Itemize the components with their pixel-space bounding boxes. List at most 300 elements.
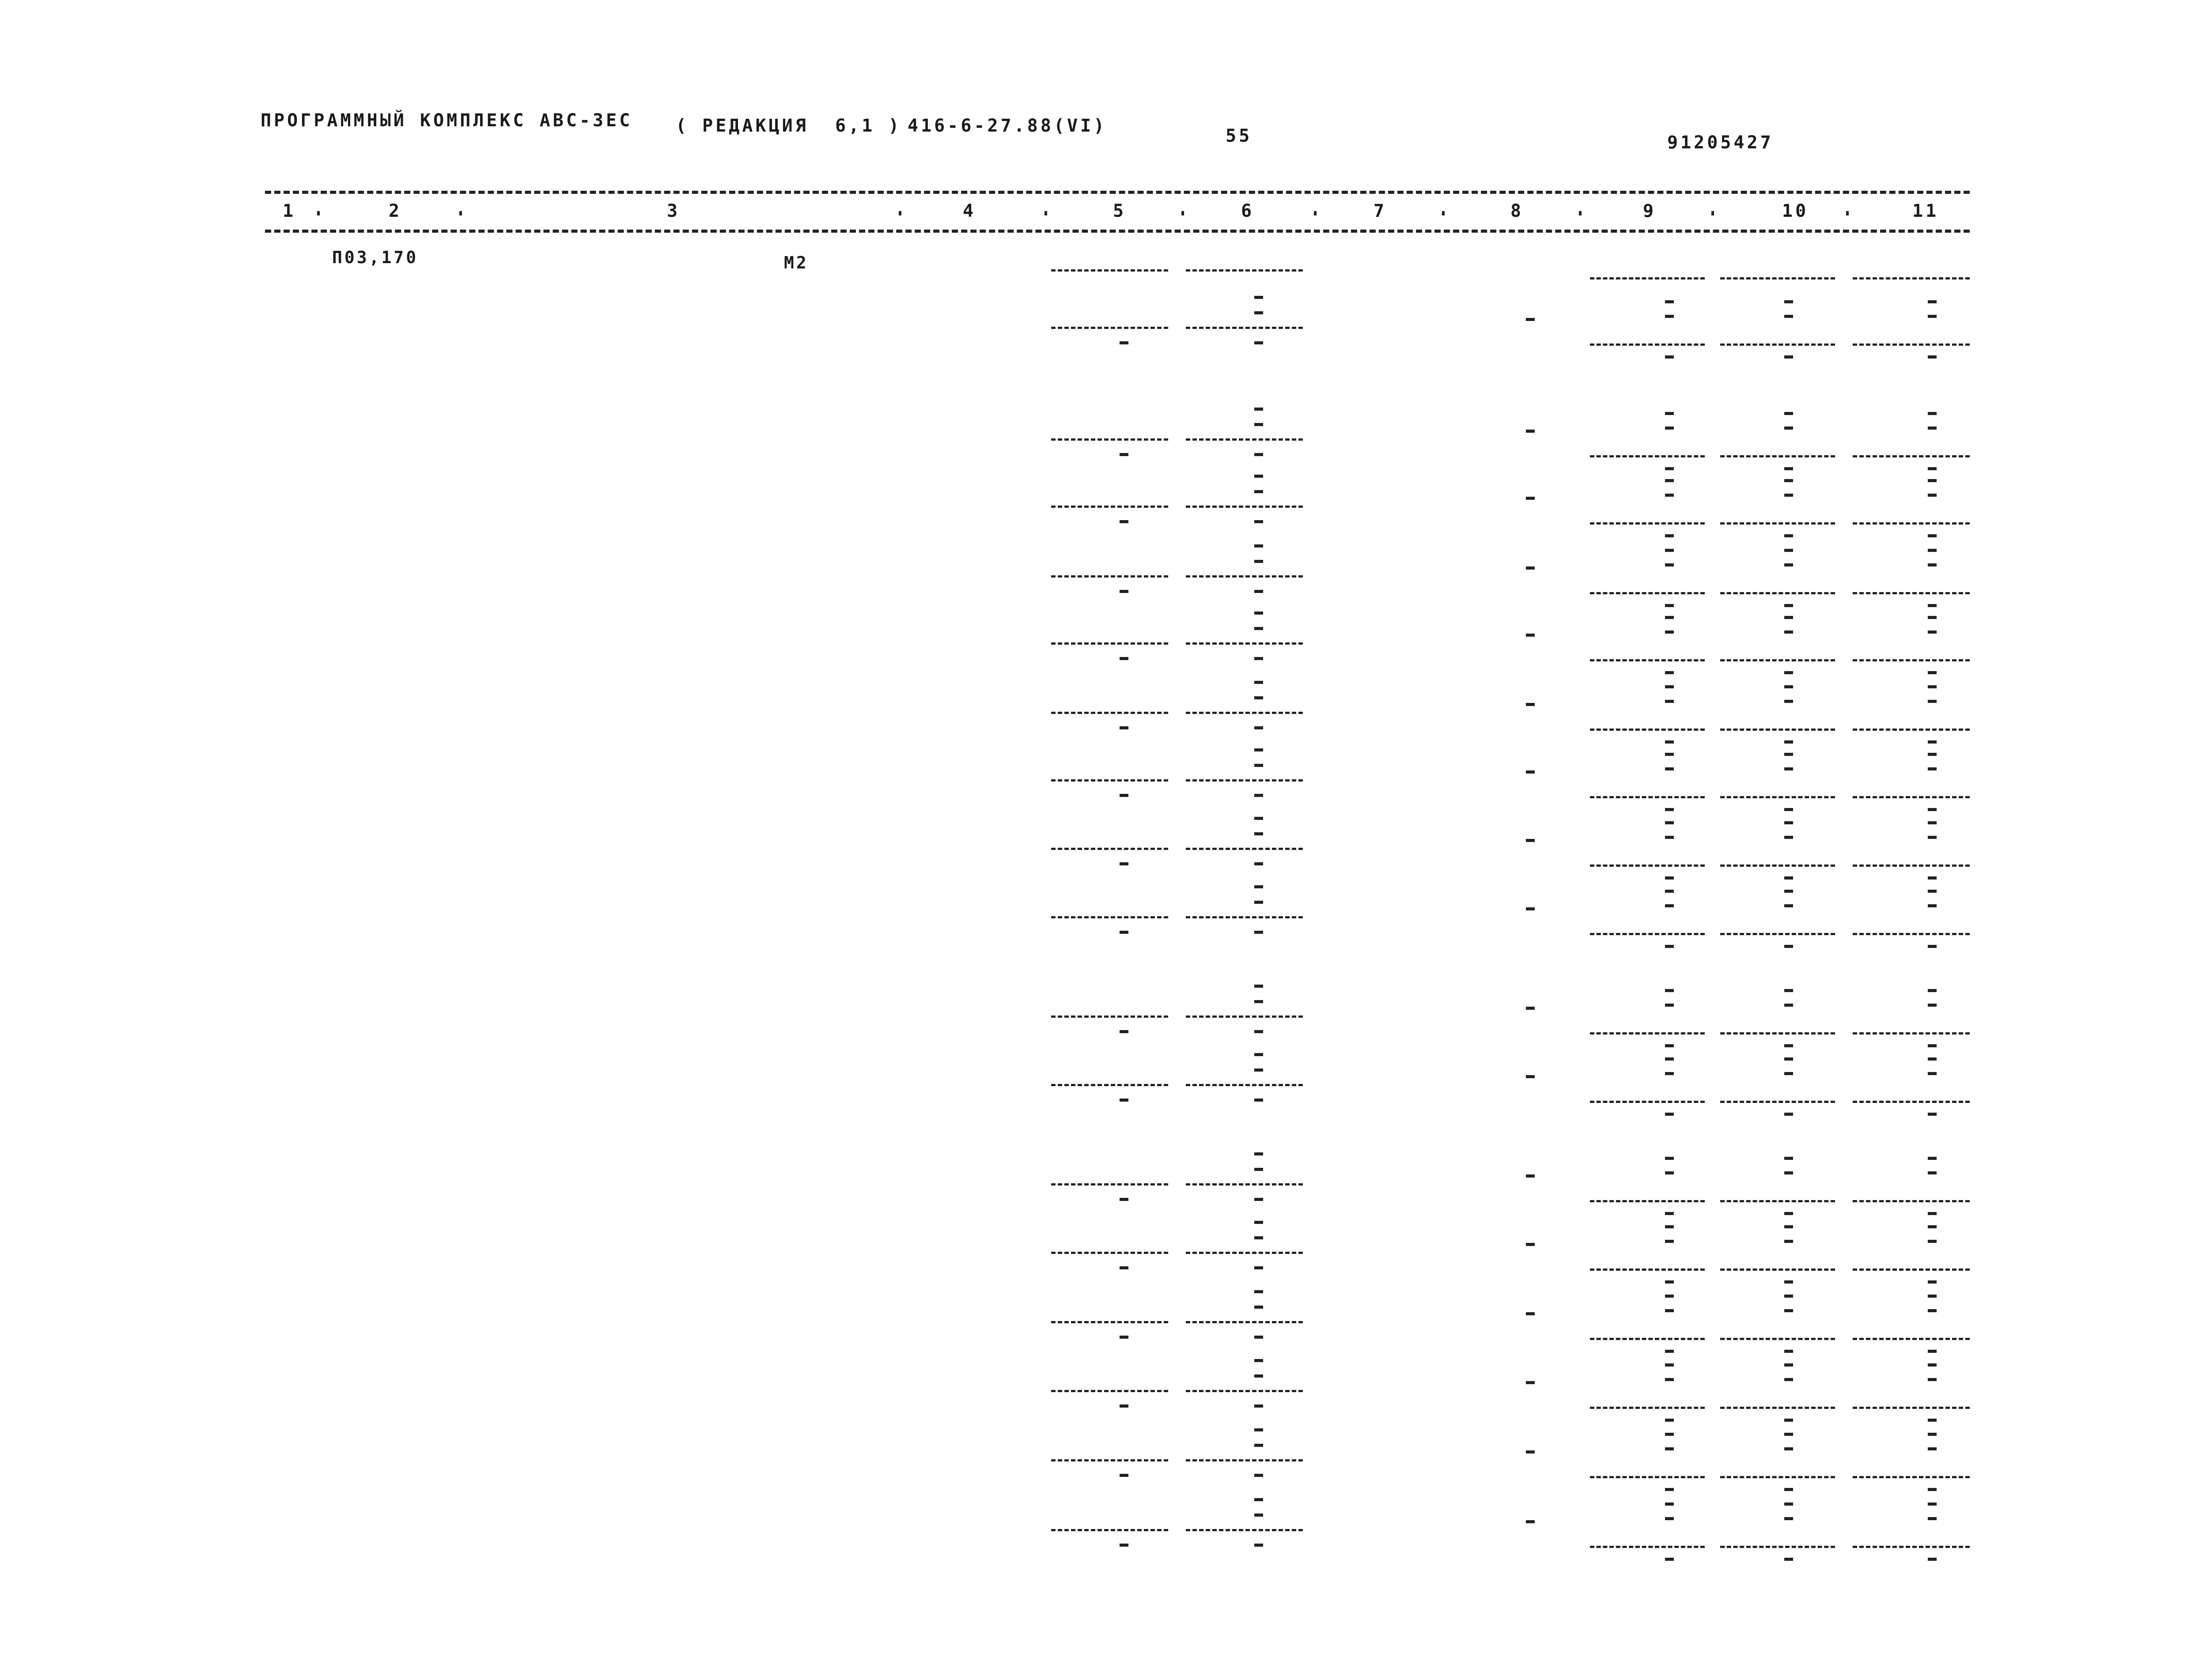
row-rule xyxy=(1853,1101,1970,1103)
row-rule xyxy=(1720,1476,1835,1478)
empty-cell-dash xyxy=(1665,355,1674,359)
row-rule xyxy=(1853,455,1970,457)
row-rule xyxy=(1720,1338,1835,1340)
empty-cell-dash xyxy=(1928,876,1937,880)
row-rule xyxy=(1186,327,1303,329)
empty-cell-dash xyxy=(1928,604,1937,607)
row-rule xyxy=(1720,933,1835,935)
empty-cell-dash xyxy=(1526,634,1535,637)
empty-cell-dash xyxy=(1665,671,1674,674)
row-rule xyxy=(1853,1032,1970,1034)
empty-cell-dash xyxy=(1665,1503,1674,1506)
row-rule xyxy=(1720,455,1835,457)
edition-label: ( РЕДАКЦИЯ 6,1 ) xyxy=(676,116,902,136)
row-rule xyxy=(1590,522,1705,525)
empty-cell-dash xyxy=(1665,740,1674,744)
empty-cell-dash xyxy=(1784,1057,1793,1061)
column-separator xyxy=(1711,211,1714,215)
row-rule xyxy=(1720,796,1835,798)
empty-cell-dash xyxy=(1928,753,1937,756)
empty-cell-dash xyxy=(1928,1057,1937,1061)
empty-cell-dash xyxy=(1665,808,1674,811)
row-rule xyxy=(1051,327,1168,329)
column-number: 10 xyxy=(1782,201,1809,221)
empty-cell-dash xyxy=(1254,1498,1263,1501)
empty-cell-dash xyxy=(1928,989,1937,992)
empty-cell-dash xyxy=(1928,1558,1937,1561)
empty-cell-dash xyxy=(1928,616,1937,619)
empty-cell-dash xyxy=(1928,1004,1937,1007)
row-rule xyxy=(1590,933,1705,935)
empty-cell-dash xyxy=(1526,1075,1535,1078)
empty-cell-dash xyxy=(1928,1044,1937,1047)
empty-cell-dash xyxy=(1254,1374,1263,1378)
empty-cell-dash xyxy=(1665,549,1674,552)
row-rule xyxy=(1051,1321,1168,1323)
empty-cell-dash xyxy=(1254,1099,1263,1102)
empty-cell-dash xyxy=(1928,1350,1937,1353)
row-rule xyxy=(1186,506,1303,508)
empty-cell-dash xyxy=(1120,1266,1128,1269)
empty-cell-dash xyxy=(1665,1072,1674,1075)
empty-cell-dash xyxy=(1526,770,1535,774)
empty-cell-dash xyxy=(1784,876,1793,880)
empty-cell-dash xyxy=(1254,627,1263,630)
empty-cell-dash xyxy=(1784,494,1793,497)
row-rule xyxy=(1590,1338,1705,1340)
row-rule xyxy=(1720,1101,1835,1103)
empty-cell-dash xyxy=(1665,1044,1674,1047)
empty-cell-dash xyxy=(1784,740,1793,744)
empty-cell-dash xyxy=(1665,412,1674,415)
empty-cell-dash xyxy=(1254,1514,1263,1517)
empty-cell-dash xyxy=(1928,1212,1937,1215)
row-rule xyxy=(1590,1476,1705,1478)
empty-cell-dash xyxy=(1254,612,1263,615)
empty-cell-dash xyxy=(1928,427,1937,430)
row-rule xyxy=(1720,729,1835,731)
empty-cell-dash xyxy=(1254,1053,1263,1056)
row-rule xyxy=(1720,344,1835,346)
row-rule xyxy=(1051,1183,1168,1185)
document-number: 91205427 xyxy=(1667,132,1774,153)
empty-cell-dash xyxy=(1928,685,1937,688)
row-rule xyxy=(1051,642,1168,645)
empty-cell-dash xyxy=(1784,945,1793,948)
empty-cell-dash xyxy=(1665,945,1674,948)
empty-cell-dash xyxy=(1254,1359,1263,1362)
column-number: 4 xyxy=(963,201,976,221)
row-rule xyxy=(1186,642,1303,645)
empty-cell-dash xyxy=(1526,430,1535,433)
empty-cell-dash xyxy=(1928,1225,1937,1228)
empty-cell-dash xyxy=(1254,1428,1263,1431)
empty-cell-dash xyxy=(1254,817,1263,820)
empty-cell-dash xyxy=(1784,1212,1793,1215)
row-rule xyxy=(1590,1200,1705,1202)
empty-cell-dash xyxy=(1665,821,1674,824)
empty-cell-dash xyxy=(1784,1072,1793,1075)
empty-cell-dash xyxy=(1784,1363,1793,1367)
empty-cell-dash xyxy=(1254,657,1263,660)
empty-cell-dash xyxy=(1784,1447,1793,1450)
column-separator xyxy=(459,211,462,215)
empty-cell-dash xyxy=(1120,1336,1128,1339)
row-rule xyxy=(1853,592,1970,594)
empty-cell-dash xyxy=(1254,832,1263,835)
empty-cell-dash xyxy=(1928,1240,1937,1243)
row-rule xyxy=(1186,1529,1303,1531)
row-rule xyxy=(1051,1084,1168,1086)
empty-cell-dash xyxy=(1665,1433,1674,1436)
row-rule xyxy=(1853,344,1970,346)
empty-cell-dash xyxy=(1784,630,1793,634)
row-rule xyxy=(1590,1101,1705,1103)
empty-cell-dash xyxy=(1665,300,1674,303)
empty-cell-dash xyxy=(1665,1212,1674,1215)
empty-cell-dash xyxy=(1784,1433,1793,1436)
empty-cell-dash xyxy=(1665,563,1674,566)
empty-cell-dash xyxy=(1784,1378,1793,1381)
empty-cell-dash xyxy=(1665,315,1674,318)
empty-cell-dash xyxy=(1665,685,1674,688)
row-rule xyxy=(1720,522,1835,525)
empty-cell-dash xyxy=(1526,318,1535,321)
empty-cell-dash xyxy=(1928,904,1937,907)
row-rule xyxy=(1590,796,1705,798)
empty-cell-dash xyxy=(1120,1198,1128,1201)
empty-cell-dash xyxy=(1254,1236,1263,1239)
empty-cell-dash xyxy=(1784,1558,1793,1561)
empty-cell-dash xyxy=(1254,1290,1263,1293)
empty-cell-dash xyxy=(1254,1068,1263,1072)
header-bottom-rule xyxy=(265,230,1970,233)
empty-cell-dash xyxy=(1784,1240,1793,1243)
empty-cell-dash xyxy=(1665,836,1674,839)
continued-unit: М2 xyxy=(784,253,809,272)
row-rule xyxy=(1051,779,1168,781)
empty-cell-dash xyxy=(1784,1488,1793,1491)
empty-cell-dash xyxy=(1928,494,1937,497)
empty-cell-dash xyxy=(1784,616,1793,619)
row-rule xyxy=(1051,438,1168,441)
row-rule xyxy=(1186,779,1303,781)
row-rule xyxy=(1186,1016,1303,1018)
empty-cell-dash xyxy=(1665,1447,1674,1450)
empty-cell-dash xyxy=(1784,1517,1793,1520)
column-number: 6 xyxy=(1241,201,1255,221)
empty-cell-dash xyxy=(1526,1520,1535,1523)
empty-cell-dash xyxy=(1665,1295,1674,1298)
empty-cell-dash xyxy=(1928,767,1937,770)
row-rule xyxy=(1853,659,1970,661)
empty-cell-dash xyxy=(1928,1517,1937,1520)
row-rule xyxy=(1186,1183,1303,1185)
empty-cell-dash xyxy=(1665,1280,1674,1284)
empty-cell-dash xyxy=(1120,794,1128,797)
empty-cell-dash xyxy=(1665,1004,1674,1007)
row-rule xyxy=(1590,1268,1705,1271)
row-rule xyxy=(1853,1338,1970,1340)
empty-cell-dash xyxy=(1526,1243,1535,1246)
empty-cell-dash xyxy=(1665,427,1674,430)
empty-cell-dash xyxy=(1526,1381,1535,1384)
empty-cell-dash xyxy=(1526,1312,1535,1315)
empty-cell-dash xyxy=(1254,1306,1263,1309)
column-number: 5 xyxy=(1113,201,1127,221)
empty-cell-dash xyxy=(1784,604,1793,607)
empty-cell-dash xyxy=(1526,566,1535,570)
empty-cell-dash xyxy=(1254,1444,1263,1447)
empty-cell-dash xyxy=(1665,876,1674,880)
row-rule xyxy=(1186,1459,1303,1461)
empty-cell-dash xyxy=(1254,560,1263,563)
empty-cell-dash xyxy=(1784,1157,1793,1160)
row-rule xyxy=(1720,1032,1835,1034)
empty-cell-dash xyxy=(1928,1072,1937,1075)
row-rule xyxy=(1051,506,1168,508)
row-rule xyxy=(1590,344,1705,346)
column-separator xyxy=(1314,211,1317,215)
empty-cell-dash xyxy=(1665,1309,1674,1312)
empty-cell-dash xyxy=(1254,453,1263,456)
row-rule xyxy=(1051,1529,1168,1531)
row-rule xyxy=(1853,729,1970,731)
row-rule xyxy=(1720,659,1835,661)
empty-cell-dash xyxy=(1120,341,1128,344)
empty-cell-dash xyxy=(1928,1363,1937,1367)
empty-cell-dash xyxy=(1928,1171,1937,1174)
column-number: 3 xyxy=(667,201,681,221)
empty-cell-dash xyxy=(1254,1030,1263,1033)
empty-cell-dash xyxy=(1665,1171,1674,1174)
empty-cell-dash xyxy=(1526,1007,1535,1010)
column-number: 2 xyxy=(389,201,402,221)
empty-cell-dash xyxy=(1784,549,1793,552)
row-rule xyxy=(1590,1407,1705,1409)
empty-cell-dash xyxy=(1254,1221,1263,1224)
empty-cell-dash xyxy=(1928,1113,1937,1116)
row-rule xyxy=(1853,1476,1970,1478)
page-number: 55 xyxy=(1226,126,1253,146)
empty-cell-dash xyxy=(1665,1157,1674,1160)
row-rule xyxy=(1051,1459,1168,1461)
empty-cell-dash xyxy=(1254,794,1263,797)
empty-cell-dash xyxy=(1784,1503,1793,1506)
row-rule xyxy=(1186,1321,1303,1323)
column-number: 8 xyxy=(1510,201,1524,221)
row-rule xyxy=(1590,592,1705,594)
empty-cell-dash xyxy=(1254,1544,1263,1547)
empty-cell-dash xyxy=(1120,1404,1128,1408)
column-number: 11 xyxy=(1912,201,1939,221)
empty-cell-dash xyxy=(1784,1295,1793,1298)
row-rule xyxy=(1853,1200,1970,1202)
empty-cell-dash xyxy=(1120,931,1128,934)
empty-cell-dash xyxy=(1784,1309,1793,1312)
empty-cell-dash xyxy=(1928,821,1937,824)
empty-cell-dash xyxy=(1665,604,1674,607)
row-rule xyxy=(1590,729,1705,731)
row-rule xyxy=(1720,1546,1835,1548)
empty-cell-dash xyxy=(1665,1225,1674,1228)
row-rule xyxy=(1590,1546,1705,1548)
empty-cell-dash xyxy=(1254,931,1263,934)
empty-cell-dash xyxy=(1254,681,1263,684)
empty-cell-dash xyxy=(1254,1336,1263,1339)
row-rule xyxy=(1051,916,1168,918)
empty-cell-dash xyxy=(1120,862,1128,865)
empty-cell-dash xyxy=(1254,885,1263,888)
column-separator xyxy=(1181,211,1184,215)
row-rule xyxy=(1051,1390,1168,1392)
empty-cell-dash xyxy=(1120,1474,1128,1477)
empty-cell-dash xyxy=(1254,985,1263,988)
empty-cell-dash xyxy=(1254,862,1263,865)
empty-cell-dash xyxy=(1784,1350,1793,1353)
header-top-rule xyxy=(265,191,1970,194)
empty-cell-dash xyxy=(1254,408,1263,411)
empty-cell-dash xyxy=(1254,590,1263,593)
empty-cell-dash xyxy=(1928,300,1937,303)
empty-cell-dash xyxy=(1928,700,1937,703)
empty-cell-dash xyxy=(1784,904,1793,907)
column-number: 1 xyxy=(283,201,296,221)
empty-cell-dash xyxy=(1665,616,1674,619)
empty-cell-dash xyxy=(1254,748,1263,751)
row-rule xyxy=(1051,1252,1168,1254)
empty-cell-dash xyxy=(1928,1309,1937,1312)
row-rule xyxy=(1720,1268,1835,1271)
row-rule xyxy=(1853,1546,1970,1548)
row-rule xyxy=(1051,269,1168,272)
empty-cell-dash xyxy=(1784,767,1793,770)
empty-cell-dash xyxy=(1254,1168,1263,1171)
empty-cell-dash xyxy=(1665,1350,1674,1353)
row-rule xyxy=(1853,1407,1970,1409)
empty-cell-dash xyxy=(1784,685,1793,688)
empty-cell-dash xyxy=(1784,427,1793,430)
empty-cell-dash xyxy=(1784,467,1793,470)
empty-cell-dash xyxy=(1928,355,1937,359)
empty-cell-dash xyxy=(1526,1174,1535,1178)
row-rule xyxy=(1720,592,1835,594)
row-rule xyxy=(1186,1390,1303,1392)
empty-cell-dash xyxy=(1784,1044,1793,1047)
row-rule xyxy=(1186,1252,1303,1254)
empty-cell-dash xyxy=(1526,497,1535,500)
column-separator xyxy=(899,211,901,215)
row-rule xyxy=(1720,865,1835,867)
empty-cell-dash xyxy=(1928,1378,1937,1381)
empty-cell-dash xyxy=(1928,315,1937,318)
empty-cell-dash xyxy=(1928,1503,1937,1506)
column-separator xyxy=(317,211,320,215)
empty-cell-dash xyxy=(1120,520,1128,523)
row-rule xyxy=(1186,269,1303,272)
empty-cell-dash xyxy=(1784,355,1793,359)
empty-cell-dash xyxy=(1526,703,1535,706)
empty-cell-dash xyxy=(1784,534,1793,537)
empty-cell-dash xyxy=(1784,890,1793,893)
empty-cell-dash xyxy=(1665,494,1674,497)
empty-cell-dash xyxy=(1665,904,1674,907)
empty-cell-dash xyxy=(1665,1113,1674,1116)
row-rule xyxy=(1186,848,1303,850)
row-rule xyxy=(1853,865,1970,867)
empty-cell-dash xyxy=(1254,544,1263,547)
row-rule xyxy=(1853,1268,1970,1271)
row-rule xyxy=(1590,1032,1705,1034)
continued-code: П03,170 xyxy=(332,248,419,267)
empty-cell-dash xyxy=(1928,630,1937,634)
empty-cell-dash xyxy=(1526,1450,1535,1453)
empty-cell-dash xyxy=(1784,836,1793,839)
empty-cell-dash xyxy=(1928,1419,1937,1422)
empty-cell-dash xyxy=(1120,657,1128,660)
row-rule xyxy=(1186,1084,1303,1086)
empty-cell-dash xyxy=(1665,1488,1674,1491)
row-rule xyxy=(1590,659,1705,661)
empty-cell-dash xyxy=(1665,753,1674,756)
empty-cell-dash xyxy=(1665,1558,1674,1561)
empty-cell-dash xyxy=(1928,1280,1937,1284)
empty-cell-dash xyxy=(1254,764,1263,767)
empty-cell-dash xyxy=(1120,726,1128,729)
row-rule xyxy=(1853,796,1970,798)
empty-cell-dash xyxy=(1254,1266,1263,1269)
empty-cell-dash xyxy=(1665,1419,1674,1422)
row-rule xyxy=(1853,522,1970,525)
empty-cell-dash xyxy=(1665,1240,1674,1243)
empty-cell-dash xyxy=(1254,296,1263,299)
empty-cell-dash xyxy=(1784,671,1793,674)
empty-cell-dash xyxy=(1928,1295,1937,1298)
empty-cell-dash xyxy=(1784,315,1793,318)
empty-cell-dash xyxy=(1665,479,1674,482)
empty-cell-dash xyxy=(1254,311,1263,314)
row-rule xyxy=(1051,575,1168,578)
empty-cell-dash xyxy=(1665,1378,1674,1381)
empty-cell-dash xyxy=(1254,1000,1263,1003)
column-number: 9 xyxy=(1643,201,1657,221)
empty-cell-dash xyxy=(1665,467,1674,470)
row-rule xyxy=(1720,1200,1835,1202)
empty-cell-dash xyxy=(1120,1099,1128,1102)
empty-cell-dash xyxy=(1665,534,1674,537)
empty-cell-dash xyxy=(1665,700,1674,703)
empty-cell-dash xyxy=(1928,836,1937,839)
row-rule xyxy=(1720,277,1835,279)
row-rule xyxy=(1590,865,1705,867)
empty-cell-dash xyxy=(1928,740,1937,744)
row-rule xyxy=(1186,575,1303,578)
row-rule xyxy=(1051,712,1168,714)
row-rule xyxy=(1720,1407,1835,1409)
empty-cell-dash xyxy=(1784,1171,1793,1174)
empty-cell-dash xyxy=(1254,1404,1263,1408)
empty-cell-dash xyxy=(1928,1157,1937,1160)
empty-cell-dash xyxy=(1254,901,1263,904)
empty-cell-dash xyxy=(1928,890,1937,893)
empty-cell-dash xyxy=(1120,590,1128,593)
empty-cell-dash xyxy=(1784,412,1793,415)
empty-cell-dash xyxy=(1254,726,1263,729)
empty-cell-dash xyxy=(1784,563,1793,566)
empty-cell-dash xyxy=(1254,1474,1263,1477)
empty-cell-dash xyxy=(1120,453,1128,456)
empty-cell-dash xyxy=(1784,821,1793,824)
